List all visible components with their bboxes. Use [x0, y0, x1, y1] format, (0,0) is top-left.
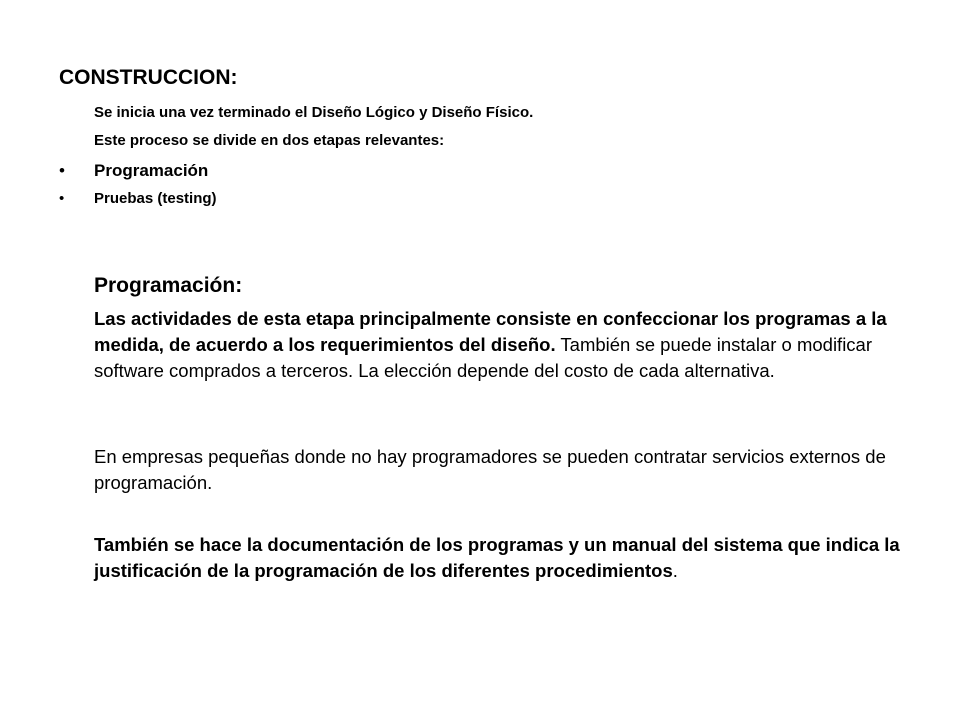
bullet-dot-icon: • [59, 190, 65, 207]
intro-line: Este proceso se divide en dos etapas relevantes: [94, 132, 445, 149]
bullet-item-programacion [59, 161, 208, 181]
intro-line: Se inicia una vez terminado el Diseño Lógico y Diseño Físico. [94, 104, 534, 121]
paragraph-bold-text: Las actividades de esta etapa principalmente consiste en confeccionar los programas a la medida, de acuerdo a los requerimientos del diseño. [94, 308, 887, 355]
bullet-label: Pruebas (testing) [94, 190, 217, 207]
slide-heading: CONSTRUCCION: [59, 66, 238, 89]
paragraph-normal-text: También se puede instalar o modificar software comprados a terceros. La elección depende del costo de cada alternativa. [94, 334, 872, 381]
paragraph-documentation [94, 532, 914, 584]
bullet-dot-icon: • [59, 161, 65, 180]
bullet-item-pruebas [59, 190, 217, 207]
paragraph-bold-text: También se hace la documentación de los programas y un manual del sistema que indica la justificación de la programación de los diferentes procedimientos [94, 534, 900, 581]
bullet-label: Programación [94, 161, 209, 180]
paragraph-normal-text: . [672, 560, 678, 581]
paragraph-activities [94, 306, 914, 384]
paragraph-small-companies: En empresas pequeñas donde no hay programadores se pueden contratar servicios externos de programación. [94, 446, 886, 493]
section-title: Programación: [94, 274, 243, 297]
